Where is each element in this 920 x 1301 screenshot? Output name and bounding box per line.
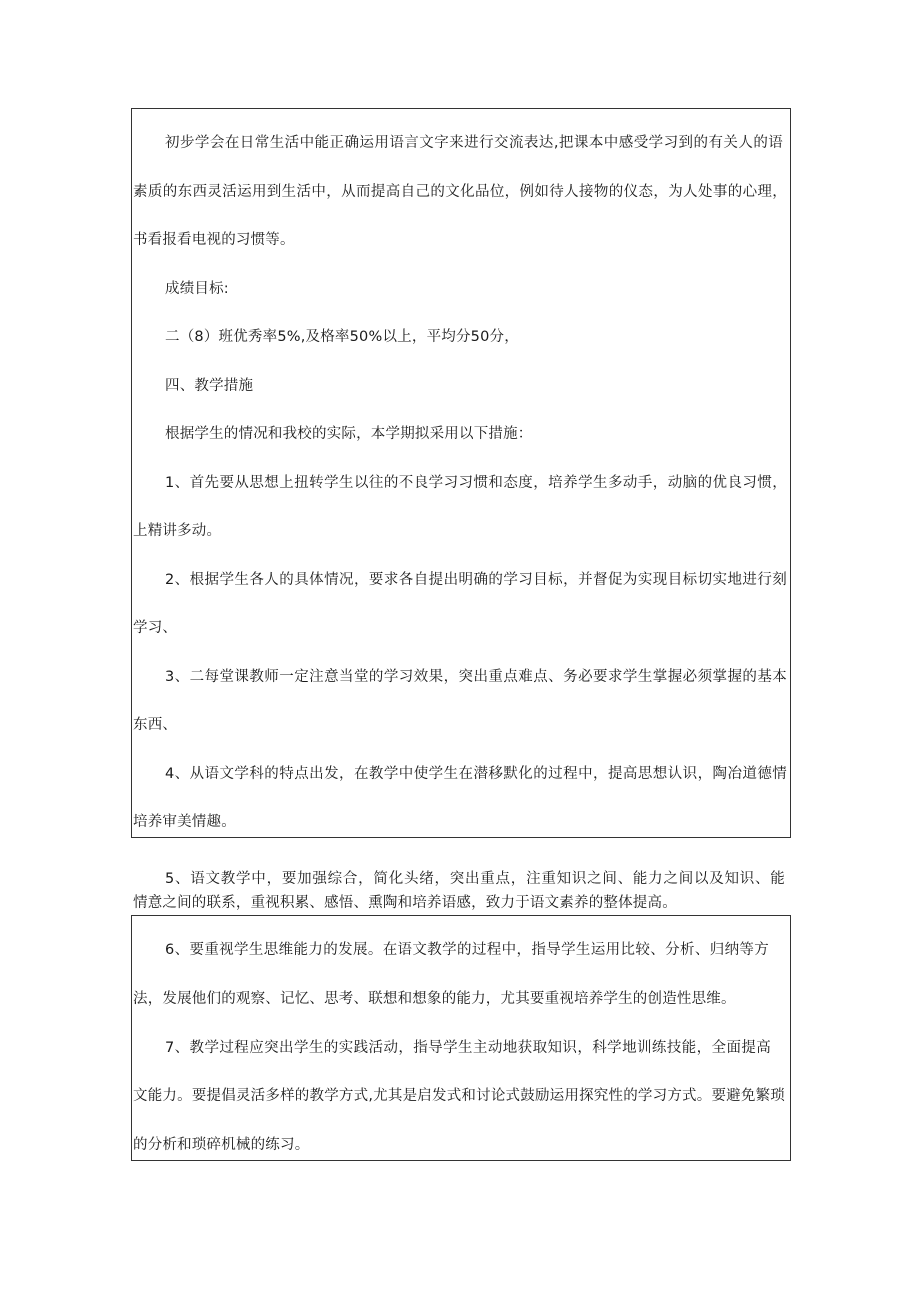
- grade-goal-text: 二（8）班优秀率5%,及格率50%以上，平均分50分，: [165, 329, 519, 345]
- measures-intro: 根据学生的情况和我校的实际，本学期拟采用以下措施：: [165, 426, 533, 442]
- measure-item-1-line1: 1、首先要从思想上扭转学生以往的不良学习习惯和态度，培养学生多动手，动脑的优良习惯，: [165, 475, 787, 491]
- measure-item-5-line2: 情意之间的联系，重视积累、感悟、熏陶和培养语感，致力于语文素养的整体提高。: [133, 895, 677, 911]
- measure-item-6-line1: 6、要重视学生思维能力的发展。在语文教学的过程中，指导学生运用比较、分析、归纳等方: [165, 942, 769, 958]
- measure-item-7-line1: 7、教学过程应突出学生的实践活动，指导学生主动地获取知识，科学地训练技能，全面提高: [165, 1040, 771, 1056]
- measure-item-7-line3: 的分析和琐碎机械的练习。: [133, 1137, 310, 1153]
- paragraph-goal-line1: 初步学会在日常生活中能正确运用语言文字来进行交流表达,把课本中感受学习到的有关人的语: [165, 135, 783, 151]
- measure-item-4-line2: 培养审美情趣。: [133, 814, 236, 830]
- paragraph-goal-line2: 素质的东西灵活运用到生活中，从而提高自己的文化品位，例如待人接物的仪态，为人处事的心理，: [133, 184, 787, 200]
- measure-item-2-line2: 学习、: [133, 620, 178, 636]
- measure-item-3-line1: 3、二每堂课教师一定注意当堂的学习效果，突出重点难点、务必要求学生掌握必须掌握的基本: [165, 669, 787, 685]
- measure-item-5-line1: 5、语文教学中，要加强综合，简化头绪，突出重点，注重知识之间、能力之间以及知识、能: [165, 871, 785, 887]
- measure-item-3-line2: 东西、: [133, 717, 178, 733]
- measure-item-4-line1: 4、从语文学科的特点出发，在教学中使学生在潜移默化的过程中，提高思想认识，陶冶道德情: [165, 766, 787, 782]
- measure-item-7-line2: 文能力。要提倡灵活多样的教学方式,尤其是启发式和讨论式鼓励运用探究性的学习方式。要避免繁琐: [133, 1088, 785, 1104]
- grade-goal-heading: 成绩目标:: [165, 281, 229, 297]
- paragraph-goal-line3: 书看报看电视的习惯等。: [133, 232, 295, 248]
- measures-heading: 四、教学措施: [165, 378, 254, 394]
- measure-item-6-line2: 法，发展他们的观察、记忆、思考、联想和想象的能力，尤其要重视培养学生的创造性思维。: [133, 991, 736, 1007]
- measure-item-1-line2: 上精讲多动。: [133, 523, 222, 539]
- measure-item-2-line1: 2、根据学生各人的具体情况，要求各自提出明确的学习目标，并督促为实现目标切实地进行刻: [165, 572, 787, 588]
